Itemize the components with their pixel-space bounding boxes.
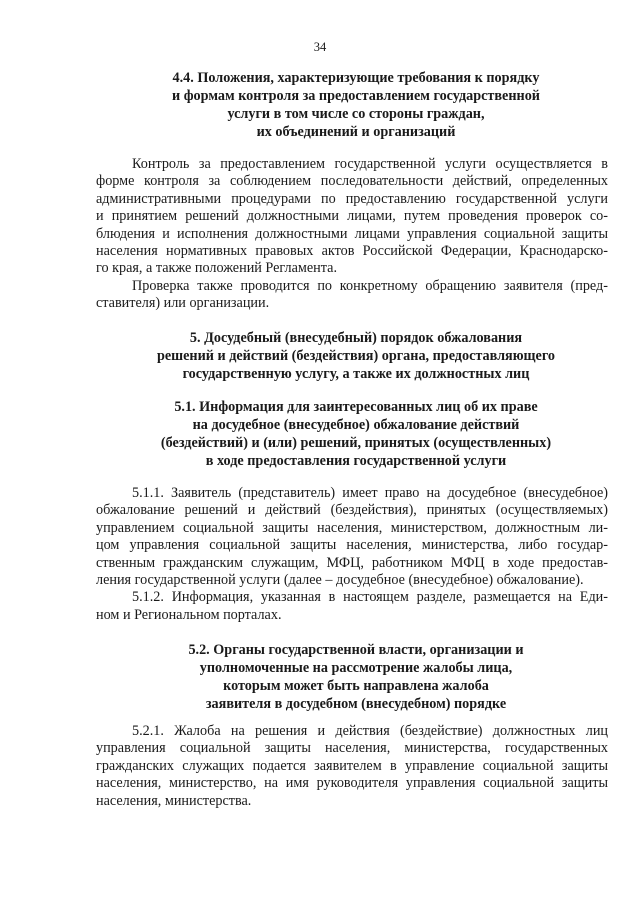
text-line: ления государственной услуги (далее – досудебное (внесудебное) обжалование).	[96, 572, 584, 589]
text-line: и принятием решений должностными лицами, путем проведения проверок со-	[96, 208, 608, 225]
heading-line: (бездействий) и (или) решений, принятых (осуществленных)	[160, 435, 552, 451]
section-4-4-heading	[96, 69, 616, 141]
text-line: гражданских служащих подается заявителем в управление социальной защиты	[96, 757, 608, 774]
text-line: Проверка также проводится по конкретному обращению заявителя (пред-	[132, 277, 608, 294]
text-line: 5.1.2. Информация, указанная в настоящем разделе, размещается на Еди-	[132, 589, 608, 606]
section-5-heading	[96, 329, 616, 383]
text-line: го края, а также положений Регламента.	[96, 260, 337, 277]
heading-line: государственную услугу, а также их должностных лиц	[182, 366, 530, 382]
paragraph-control	[96, 156, 608, 313]
heading-line: в ходе предоставления государственной услуги	[205, 453, 507, 469]
heading-line: которым может быть направлена жалоба	[223, 678, 489, 694]
text-line: управления социальной защиты населения, министерства, государственных	[96, 740, 608, 757]
paragraph-5-2	[96, 723, 608, 810]
text-line: 5.2.1. Жалоба на решения и действия (бездействие) должностных лиц	[132, 723, 608, 739]
text-line: ставителя) или организации.	[96, 295, 270, 312]
text-line: блюдения и исполнения должностными лицами управления социальной защиты	[96, 225, 608, 242]
heading-line: 5.1. Информация для заинтересованных лиц об их праве	[174, 399, 538, 415]
text-line: Контроль за предоставлением государственной услуги осуществляется в	[132, 156, 608, 172]
text-line: населения, министерство, на имя руководителя управления социальной защиты	[96, 775, 608, 792]
heading-line: решений и действий (бездействия) органа, предоставляющего	[156, 348, 556, 364]
heading-line: уполномоченные на рассмотрение жалобы лица,	[199, 660, 513, 676]
section-5-2-heading	[96, 641, 616, 713]
text-line: управлением социальной защиты населения, министерством, должностным ли-	[96, 519, 608, 536]
heading-line: заявителя в досудебном (внесудебном) порядке	[205, 696, 507, 712]
section-5-1-heading	[96, 398, 616, 470]
text-line: ном и Региональном порталах.	[96, 606, 282, 623]
text-line: населения, министерства.	[96, 792, 252, 809]
heading-line: на досудебное (внесудебное) обжалование действий	[192, 417, 520, 433]
heading-line: услуги в том числе со стороны граждан,	[227, 106, 485, 122]
heading-line: и формам контроля за предоставлением государственной	[172, 88, 540, 104]
heading-line: 5. Досудебный (внесудебный) порядок обжалования	[189, 330, 523, 346]
page-number: 34	[313, 40, 327, 54]
text-line: цом управления социальной защиты населения, министерства, либо государ-	[96, 537, 608, 554]
text-line: ственным гражданским служащим, МФЦ, работником МФЦ в ходе предостав-	[96, 554, 608, 571]
heading-line: их объединений и организаций	[256, 124, 456, 140]
heading-line: 5.2. Органы государственной власти, организации и	[188, 642, 524, 658]
heading-line: 4.4. Положения, характеризующие требования к порядку	[172, 70, 540, 86]
text-line: административными процедурами по предоставлению государственной услуги	[96, 190, 608, 207]
text-line: населения нормативных правовых актов Российской Федерации, Краснодарско-	[96, 243, 608, 260]
text-line: 5.1.1. Заявитель (представитель) имеет право на досудебное (внесудебное)	[132, 485, 608, 501]
paragraph-5-1	[96, 485, 608, 624]
text-line: форме контроля за соблюдением последовательности действий, определенных	[96, 173, 608, 190]
text-line: обжалование решений и действий (бездействия), принятых (осуществляемых)	[96, 502, 608, 519]
